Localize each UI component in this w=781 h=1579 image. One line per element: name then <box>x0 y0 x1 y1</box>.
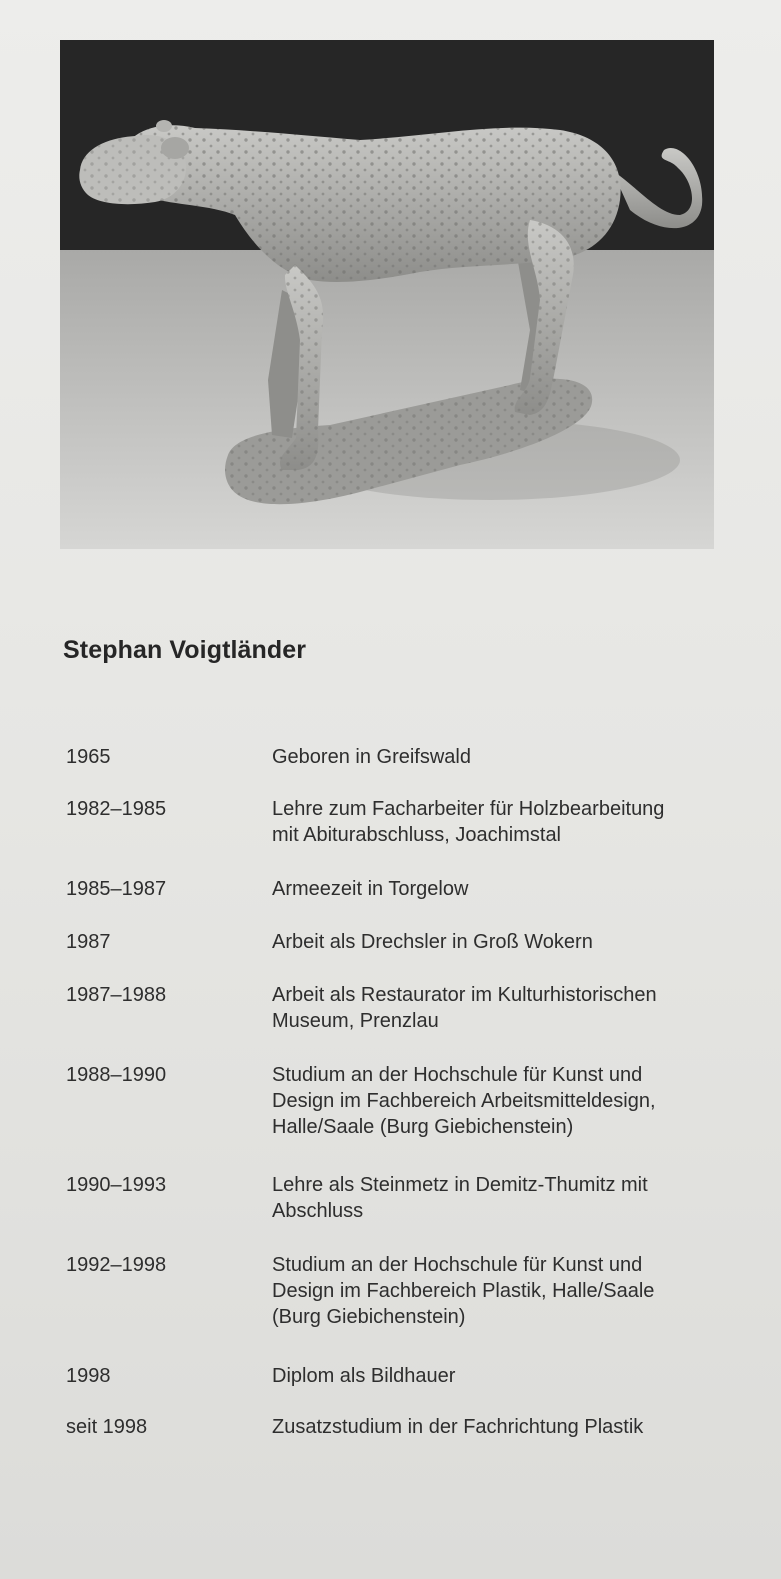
timeline-description: Studium an der Hochschule für Kunst und Design im Fachbereich Arbeitsmitteldesign, Halle/Saale (Burg Giebichenstein) <box>272 1064 656 1138</box>
timeline-entry <box>66 1172 746 1224</box>
timeline-description: Lehre zum Facharbeiter für Holzbearbeitung mit Abiturabschluss, Joachimstal <box>272 798 665 846</box>
timeline-description: Arbeit als Drechsler in Groß Wokern <box>272 931 593 953</box>
timeline-entry <box>66 796 746 848</box>
artist-name: Stephan Voigtländer <box>63 636 307 664</box>
timeline-entry <box>66 744 746 770</box>
timeline-description: Lehre als Steinmetz in Demitz-Thumitz mit Abschluss <box>272 1174 648 1222</box>
timeline-description: Studium an der Hochschule für Kunst und Design im Fachbereich Plastik, Halle/Saale (Burg Giebichenstein) <box>272 1254 655 1328</box>
timeline-year: 1987–1988 <box>66 984 167 1006</box>
timeline-description: Arbeit als Restaurator im Kulturhistorischen Museum, Prenzlau <box>272 984 657 1032</box>
timeline-description: Armeezeit in Torgelow <box>272 878 469 900</box>
timeline-year: 1988–1990 <box>66 1064 167 1086</box>
timeline-description: Geboren in Greifswald <box>272 746 471 768</box>
timeline-year: 1987 <box>66 931 111 953</box>
timeline-entry <box>66 1062 746 1140</box>
timeline-entry <box>66 876 746 902</box>
timeline-entry <box>66 982 746 1034</box>
timeline-entry <box>66 1414 746 1440</box>
timeline-year: 1990–1993 <box>66 1174 167 1196</box>
timeline-description: Zusatzstudium in der Fachrichtung Plastik <box>272 1416 644 1438</box>
timeline-year: 1985–1987 <box>66 878 167 900</box>
timeline-description: Diplom als Bildhauer <box>272 1365 456 1387</box>
timeline-year: seit 1998 <box>66 1416 148 1438</box>
timeline-year: 1998 <box>66 1365 111 1387</box>
timeline-year: 1982–1985 <box>66 798 167 820</box>
timeline-entry <box>66 1363 746 1389</box>
timeline-year: 1992–1998 <box>66 1254 167 1276</box>
timeline-year: 1965 <box>66 746 111 768</box>
timeline-entry <box>66 929 746 955</box>
timeline-entry <box>66 1252 746 1330</box>
